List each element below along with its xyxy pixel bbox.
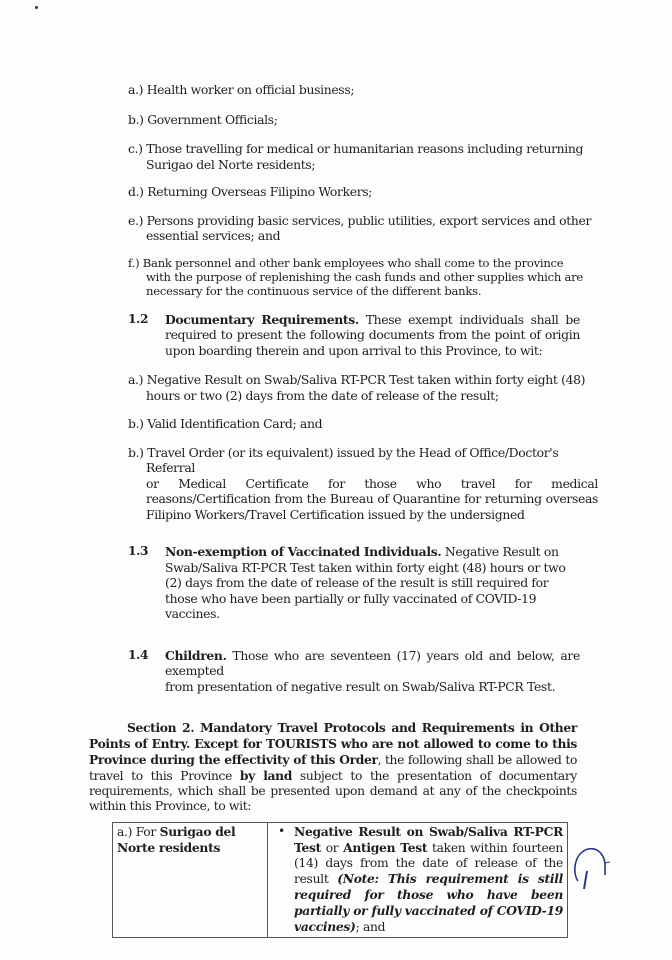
document-item-c: b.) Travel Order (or its equivalent) issued by the Head of Office/Doctor's Referral or Medical Certificate for those who travel for medical reasons/Certification from the Bureau of Quarantine for returning overseas Filipino Workers/Travel Certification issued by the undersigned (128, 444, 598, 522)
document-item-a: a.) Negative Result on Swab/Saliva RT-PCR Test taken within forty eight (48) hours or two (2) days from the date of release of the result; (128, 372, 586, 403)
document-body (0, 80, 672, 938)
section-1-3 (128, 544, 580, 622)
table-row (113, 823, 568, 938)
section-number-1-4: 1.4 (128, 647, 149, 662)
exemption-item-a: a.) Health worker on official business; (128, 82, 355, 97)
scan-speck (35, 6, 38, 9)
section-1-2-paragraph: Documentary Requirements. These exempt individuals shall be required to present the following documents from the point of origin upon boarding therein and upon arrival to this Province, to wit: (165, 311, 580, 358)
bullet-icon: • (278, 824, 285, 838)
document-item-b: b.) Valid Identification Card; and (128, 416, 323, 431)
exemption-item-c: c.) Those travelling for medical or humanitarian reasons including returning Surigao del Norte residents; (128, 141, 584, 172)
section-number-1-3: 1.3 (128, 544, 149, 558)
table-cell-category: a.) For Surigao del Norte residents (113, 823, 268, 938)
exemption-item-b: b.) Government Officials; (128, 111, 278, 127)
table-cell-requirement: • Negative Result on Swab/Saliva RT-PCR Test or Antigen Test taken within fourteen (14) days from the date of release of the result (Note: This requirement is still required for those who have been partially or fully vaccinated of COVID-19 vaccines); and (268, 823, 568, 938)
section-2-paragraph: Section 2. Mandatory Travel Protocols and Requirements in Other Points of Entry. Except for TOURISTS who are not allowed to come to this Province during the effectivity of this Order, the following shall be allowed to travel to this Province by land subject to the presentation of documentary requirements, which shall be presented upon demand at any of the checkpoints within this Province, to wit: (89, 720, 577, 813)
section-1-2 (128, 312, 580, 359)
section-1-4-paragraph: Children. Those who are seventeen (17) years old and below, are exempted from presentation of negative result on Swab/Saliva RT-PCR Test. (165, 647, 580, 694)
requirements-table (112, 822, 568, 938)
handwritten-initial (572, 845, 612, 895)
exemption-item-d: d.) Returning Overseas Filipino Workers; (128, 184, 373, 199)
section-number-1-2: 1.2 (128, 311, 149, 326)
exemption-item-e: e.) Persons providing basic services, public utilities, export services and other essential services; and (128, 212, 592, 243)
section-1-3-paragraph: Non-exemption of Vaccinated Individuals. Negative Result on Swab/Saliva RT-PCR Test taken within forty eight (48) hours or two (2) days from the date of release of the result is still required for those who have been partially or fully vaccinated of COVID-19 vaccines. (165, 544, 566, 621)
exemption-item-f: f.) Bank personnel and other bank employees who shall come to the province with the purpose of replenishing the cash funds and other supplies which are necessary for the continuous service of the different banks. (128, 255, 584, 298)
section-1-4 (128, 648, 580, 695)
